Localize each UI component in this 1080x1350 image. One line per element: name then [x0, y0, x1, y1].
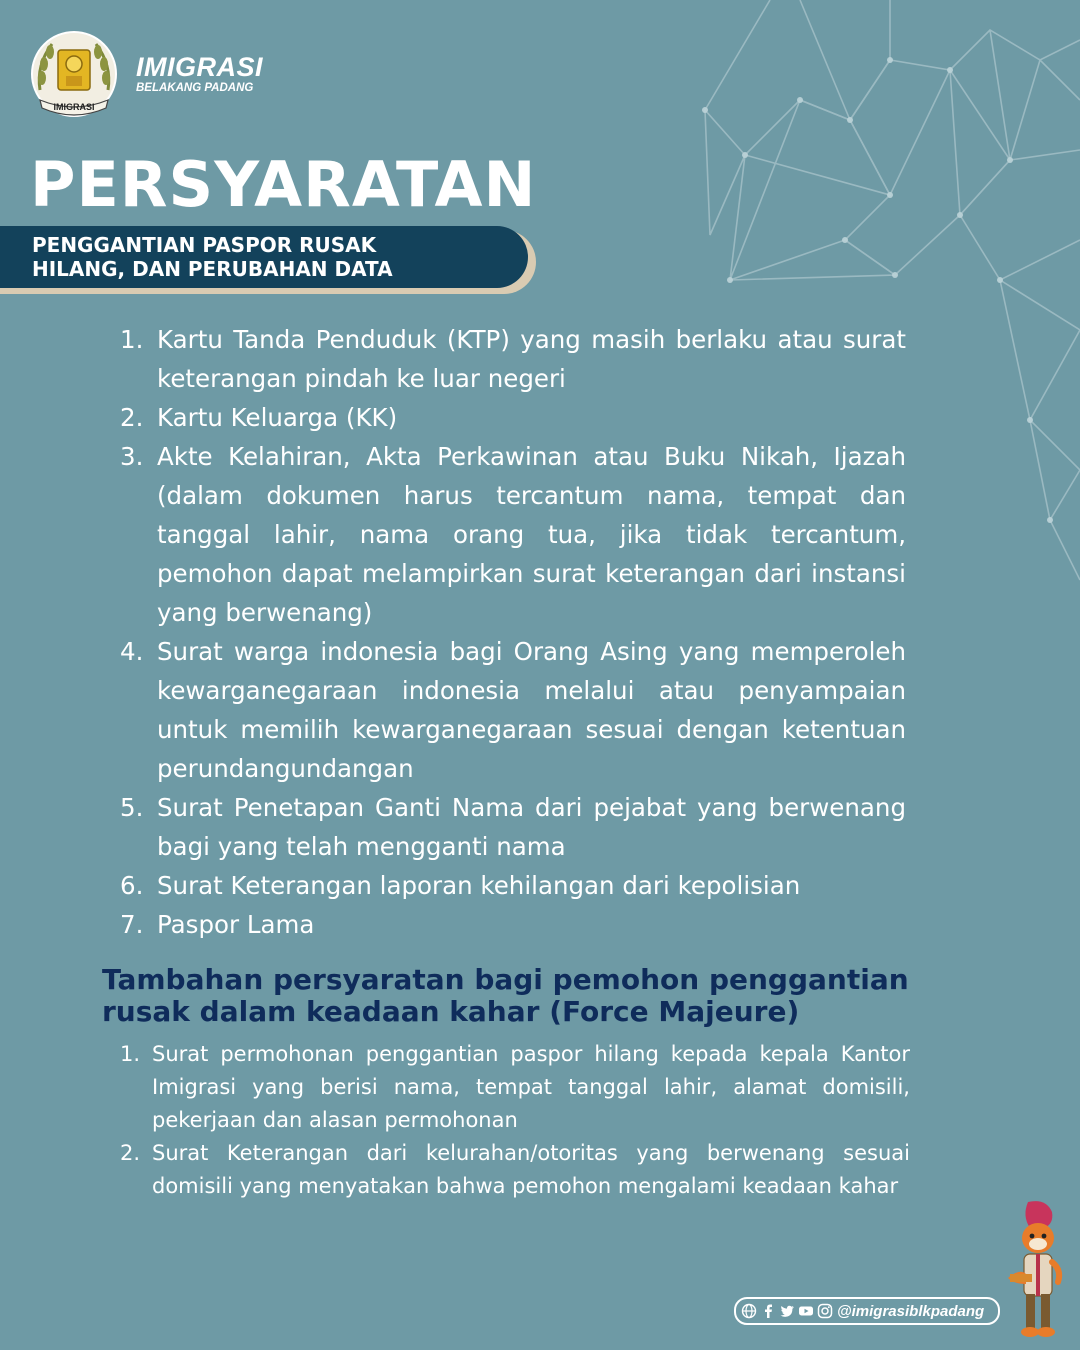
brand-name: IMIGRASI	[136, 52, 264, 82]
list-item-text: Kartu Tanda Penduduk (KTP) yang masih berlaku atau surat keterangan pindah ke luar negeri	[157, 325, 906, 393]
list-number: 2.	[120, 403, 144, 432]
imigrasi-logo	[26, 30, 122, 120]
banner-bar	[0, 226, 528, 288]
list-item-text: Kartu Keluarga (KK)	[157, 403, 398, 432]
banner-text	[32, 233, 393, 281]
youtube-icon[interactable]	[798, 1303, 814, 1319]
banner-line-1: PENGGANTIAN PASPOR RUSAK	[32, 233, 377, 257]
globe-icon[interactable]	[741, 1303, 757, 1319]
twitter-icon[interactable]	[779, 1303, 795, 1319]
list-item-text: Surat Keterangan laporan kehilangan dari kepolisian	[157, 871, 801, 900]
list-item	[120, 398, 906, 437]
additional-heading: Tambahan persyaratan bagi pemohon penggantian rusak dalam keadaan kahar (Force Majeure)	[102, 963, 909, 1028]
social-bar[interactable]	[734, 1297, 1000, 1325]
requirements-list	[120, 320, 906, 944]
list-item-text: Paspor Lama	[157, 910, 315, 939]
list-number: 6.	[120, 871, 144, 900]
instagram-icon[interactable]	[817, 1303, 833, 1319]
list-item-text: Surat Keterangan dari kelurahan/otoritas yang berwenang sesuai domisili yang menyatakan bahwa pemohon mengalami keadaan kahar	[152, 1141, 910, 1198]
subtitle-banner	[0, 226, 536, 294]
list-number: 1.	[120, 325, 144, 354]
additional-list	[120, 1038, 910, 1203]
banner-line-2: HILANG, DAN PERUBAHAN DATA	[32, 257, 393, 281]
tiger-mascot	[1000, 1198, 1070, 1340]
list-number: 2.	[120, 1141, 141, 1165]
logo-seal-text: IMIGRASI	[53, 102, 95, 112]
list-item-text: Akte Kelahiran, Akta Perkawinan atau Buku Nikah, Ijazah (dalam dokumen harus tercantum nama, tempat dan tanggal lahir, nama orang tua, jika tidak tercantum, pemohon dapat melampirkan surat keterangan dari instansi yang berwenang)	[157, 442, 906, 627]
list-item	[120, 437, 906, 632]
list-item	[120, 1137, 910, 1203]
list-item	[120, 905, 906, 944]
list-number: 5.	[120, 793, 144, 822]
list-item	[120, 1038, 910, 1137]
list-item	[120, 866, 906, 905]
list-item-text: Surat warga indonesia bagi Orang Asing yang memperoleh kewarganegaraan indonesia melalui atau penyampaian untuk memilih kewarganegaraan sesuai dengan ketentuan perundangundangan	[157, 637, 906, 783]
facebook-icon[interactable]	[760, 1303, 776, 1319]
list-item	[120, 320, 906, 398]
brand-subtitle: BELAKANG PADANG	[136, 82, 254, 94]
list-item-text: Surat permohonan penggantian paspor hilang kepada kepala Kantor Imigrasi yang berisi nama, tempat tanggal lahir, alamat domisili, pekerjaan dan alasan permohonan	[152, 1042, 910, 1132]
page-title: PERSYARATAN	[30, 148, 537, 221]
list-number: 1.	[120, 1042, 141, 1066]
social-handle[interactable]: @imigrasiblkpadang	[837, 1302, 985, 1320]
list-item-text: Surat Penetapan Ganti Nama dari pejabat yang berwenang bagi yang telah mengganti nama	[157, 793, 906, 861]
list-number: 3.	[120, 442, 144, 471]
list-number: 7.	[120, 910, 144, 939]
list-item	[120, 632, 906, 788]
list-item	[120, 788, 906, 866]
list-number: 4.	[120, 637, 144, 666]
brand	[136, 52, 263, 95]
